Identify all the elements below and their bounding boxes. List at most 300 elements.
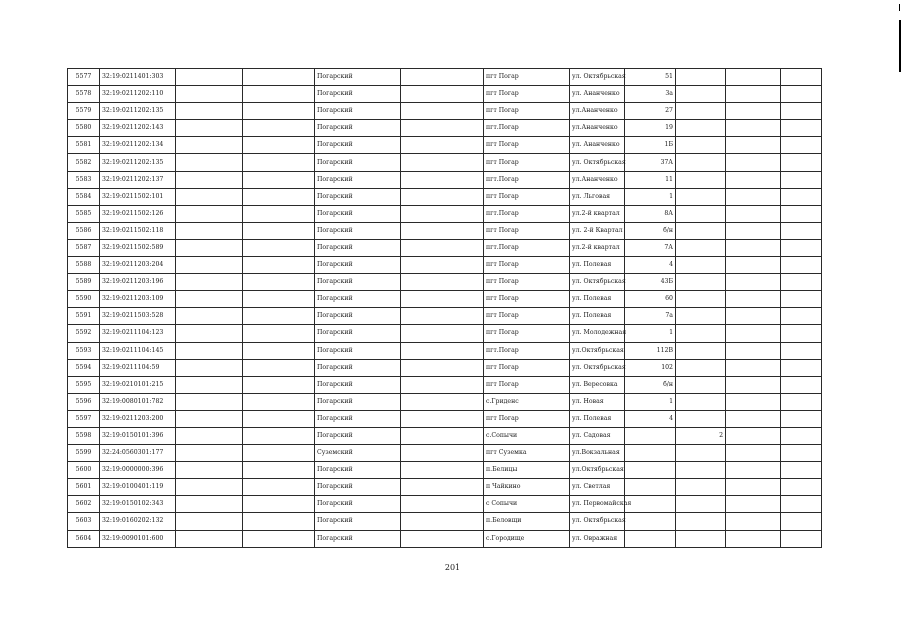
empty-cell <box>726 393 781 410</box>
cadastral-number-cell: 32:19:0211202:135 <box>100 154 176 171</box>
empty-cell <box>243 154 315 171</box>
house-cell: 8А <box>625 205 676 222</box>
district-cell: Погарский <box>315 513 401 530</box>
empty-cell <box>243 427 315 444</box>
empty-cell <box>781 496 822 513</box>
empty-cell <box>243 496 315 513</box>
table-row <box>68 308 822 325</box>
table-row <box>68 205 822 222</box>
district-cell: Погарский <box>315 205 401 222</box>
extra-cell <box>676 222 726 239</box>
row-number-cell: 5603 <box>68 513 100 530</box>
empty-cell <box>781 137 822 154</box>
empty-cell <box>401 137 484 154</box>
table-row <box>68 137 822 154</box>
empty-cell <box>401 393 484 410</box>
empty-cell <box>401 325 484 342</box>
district-cell: Погарский <box>315 103 401 120</box>
extra-cell <box>676 86 726 103</box>
district-cell: Погарский <box>315 342 401 359</box>
empty-cell <box>176 257 243 274</box>
cadastral-number-cell: 32:19:0211203:196 <box>100 274 176 291</box>
street-cell: ул.Октябрьская <box>570 342 625 359</box>
row-number-cell: 5593 <box>68 342 100 359</box>
settlement-cell: с Сопычи <box>484 496 570 513</box>
cadastral-number-cell: 32:19:0160202:132 <box>100 513 176 530</box>
house-cell <box>625 427 676 444</box>
empty-cell <box>176 188 243 205</box>
empty-cell <box>726 376 781 393</box>
empty-cell <box>401 205 484 222</box>
extra-cell <box>676 496 726 513</box>
row-number-cell: 5592 <box>68 325 100 342</box>
empty-cell <box>176 410 243 427</box>
cadastral-number-cell: 32:19:0080101:782 <box>100 393 176 410</box>
table-row <box>68 513 822 530</box>
empty-cell <box>243 530 315 547</box>
settlement-cell: пгт Погар <box>484 222 570 239</box>
empty-cell <box>781 325 822 342</box>
empty-cell <box>243 86 315 103</box>
empty-cell <box>781 462 822 479</box>
district-cell: Погарский <box>315 308 401 325</box>
cadastral-number-cell: 32:19:0211202:135 <box>100 103 176 120</box>
empty-cell <box>401 222 484 239</box>
empty-cell <box>401 359 484 376</box>
district-cell: Погарский <box>315 188 401 205</box>
empty-cell <box>781 120 822 137</box>
empty-cell <box>781 513 822 530</box>
empty-cell <box>401 427 484 444</box>
street-cell: ул. Октябрьская <box>570 154 625 171</box>
empty-cell <box>243 479 315 496</box>
house-cell: 1 <box>625 393 676 410</box>
empty-cell <box>243 120 315 137</box>
extra-cell <box>676 274 726 291</box>
extra-cell <box>676 103 726 120</box>
empty-cell <box>176 154 243 171</box>
row-number-cell: 5604 <box>68 530 100 547</box>
empty-cell <box>401 308 484 325</box>
district-cell: Погарский <box>315 274 401 291</box>
table-body <box>68 69 822 548</box>
house-cell: 7а <box>625 308 676 325</box>
table-row <box>68 257 822 274</box>
cadastral-number-cell: 32:19:0211202:143 <box>100 120 176 137</box>
street-cell: ул.Ананченко <box>570 120 625 137</box>
empty-cell <box>176 308 243 325</box>
row-number-cell: 5595 <box>68 376 100 393</box>
settlement-cell: пгт Погар <box>484 103 570 120</box>
cadastral-number-cell: 32:19:0211203:204 <box>100 257 176 274</box>
empty-cell <box>176 137 243 154</box>
empty-cell <box>176 445 243 462</box>
district-cell: Погарский <box>315 325 401 342</box>
table-row <box>68 274 822 291</box>
empty-cell <box>243 342 315 359</box>
row-number-cell: 5602 <box>68 496 100 513</box>
district-cell: Погарский <box>315 120 401 137</box>
table-row <box>68 445 822 462</box>
district-cell: Погарский <box>315 496 401 513</box>
empty-cell <box>401 513 484 530</box>
street-cell: ул. Льговая <box>570 188 625 205</box>
street-cell: ул. Вересовка <box>570 376 625 393</box>
house-cell: 37А <box>625 154 676 171</box>
settlement-cell: с.Гриденс <box>484 393 570 410</box>
empty-cell <box>781 69 822 86</box>
empty-cell <box>243 188 315 205</box>
empty-cell <box>781 445 822 462</box>
empty-cell <box>176 393 243 410</box>
district-cell: Погарский <box>315 410 401 427</box>
extra-cell <box>676 257 726 274</box>
table-row <box>68 120 822 137</box>
cadastral-number-cell: 32:19:0211502:126 <box>100 205 176 222</box>
row-number-cell: 5601 <box>68 479 100 496</box>
table-row <box>68 462 822 479</box>
district-cell: Погарский <box>315 69 401 86</box>
empty-cell <box>243 137 315 154</box>
empty-cell <box>781 257 822 274</box>
empty-cell <box>726 325 781 342</box>
settlement-cell: пгт Погар <box>484 376 570 393</box>
table-row <box>68 325 822 342</box>
cadastral-number-cell: 32:19:0211502:589 <box>100 239 176 256</box>
empty-cell <box>781 410 822 427</box>
empty-cell <box>401 376 484 393</box>
house-cell: 1Б <box>625 137 676 154</box>
settlement-cell: пгт Погар <box>484 291 570 308</box>
house-cell: 3а <box>625 86 676 103</box>
settlement-cell: пгт Погар <box>484 257 570 274</box>
extra-cell <box>676 120 726 137</box>
extra-cell <box>676 530 726 547</box>
table-row <box>68 291 822 308</box>
scan-edge-mark <box>899 4 900 11</box>
extra-cell <box>676 359 726 376</box>
empty-cell <box>781 342 822 359</box>
extra-cell: 2 <box>676 427 726 444</box>
table-row <box>68 188 822 205</box>
extra-cell <box>676 171 726 188</box>
empty-cell <box>243 308 315 325</box>
empty-cell <box>243 274 315 291</box>
empty-cell <box>726 513 781 530</box>
settlement-cell: пгт Погар <box>484 137 570 154</box>
empty-cell <box>401 445 484 462</box>
empty-cell <box>243 359 315 376</box>
table-row <box>68 376 822 393</box>
district-cell: Погарский <box>315 239 401 256</box>
empty-cell <box>176 69 243 86</box>
row-number-cell: 5599 <box>68 445 100 462</box>
extra-cell <box>676 154 726 171</box>
extra-cell <box>676 239 726 256</box>
empty-cell <box>243 513 315 530</box>
empty-cell <box>176 462 243 479</box>
settlement-cell: пгт.Погар <box>484 342 570 359</box>
settlement-cell: пгт.Погар <box>484 239 570 256</box>
settlement-cell: с.Сопычи <box>484 427 570 444</box>
empty-cell <box>243 69 315 86</box>
house-cell: 102 <box>625 359 676 376</box>
cadastral-number-cell: 32:19:0000000:396 <box>100 462 176 479</box>
empty-cell <box>726 445 781 462</box>
empty-cell <box>401 462 484 479</box>
empty-cell <box>726 239 781 256</box>
empty-cell <box>243 462 315 479</box>
empty-cell <box>401 274 484 291</box>
district-cell: Погарский <box>315 462 401 479</box>
house-cell: 27 <box>625 103 676 120</box>
table-row <box>68 342 822 359</box>
empty-cell <box>726 410 781 427</box>
table-row <box>68 222 822 239</box>
empty-cell <box>176 291 243 308</box>
street-cell: ул.Вокзальная <box>570 445 625 462</box>
empty-cell <box>176 205 243 222</box>
empty-cell <box>176 342 243 359</box>
house-cell: 11 <box>625 171 676 188</box>
empty-cell <box>243 239 315 256</box>
table-row <box>68 69 822 86</box>
row-number-cell: 5590 <box>68 291 100 308</box>
row-number-cell: 5581 <box>68 137 100 154</box>
empty-cell <box>726 479 781 496</box>
empty-cell <box>401 86 484 103</box>
empty-cell <box>176 376 243 393</box>
house-cell: 4 <box>625 257 676 274</box>
district-cell: Погарский <box>315 86 401 103</box>
house-cell: 1 <box>625 325 676 342</box>
cadastral-number-cell: 32:19:0211503:528 <box>100 308 176 325</box>
settlement-cell: пгт Погар <box>484 69 570 86</box>
extra-cell <box>676 69 726 86</box>
empty-cell <box>176 222 243 239</box>
row-number-cell: 5589 <box>68 274 100 291</box>
row-number-cell: 5587 <box>68 239 100 256</box>
street-cell: ул. Полевая <box>570 308 625 325</box>
extra-cell <box>676 376 726 393</box>
settlement-cell: пгт Погар <box>484 274 570 291</box>
street-cell: ул.2-й квартал <box>570 205 625 222</box>
settlement-cell: пгт Погар <box>484 188 570 205</box>
settlement-cell: п Чайкино <box>484 479 570 496</box>
settlement-cell: п.Белицы <box>484 462 570 479</box>
table-row <box>68 479 822 496</box>
cadastral-number-cell: 32:19:0211203:109 <box>100 291 176 308</box>
extra-cell <box>676 410 726 427</box>
street-cell: ул. Октябрьская <box>570 359 625 376</box>
settlement-cell: пгт Погар <box>484 154 570 171</box>
empty-cell <box>726 462 781 479</box>
empty-cell <box>781 291 822 308</box>
register-table <box>67 68 822 548</box>
empty-cell <box>726 291 781 308</box>
house-cell: 51 <box>625 69 676 86</box>
street-cell: ул. Октябрьская <box>570 69 625 86</box>
house-cell <box>625 445 676 462</box>
empty-cell <box>781 86 822 103</box>
cadastral-number-cell: 32:19:0211104:59 <box>100 359 176 376</box>
table-row <box>68 154 822 171</box>
empty-cell <box>176 530 243 547</box>
row-number-cell: 5583 <box>68 171 100 188</box>
extra-cell <box>676 308 726 325</box>
cadastral-number-cell: 32:19:0150101:396 <box>100 427 176 444</box>
row-number-cell: 5580 <box>68 120 100 137</box>
house-cell <box>625 530 676 547</box>
empty-cell <box>176 171 243 188</box>
house-cell: 19 <box>625 120 676 137</box>
cadastral-number-cell: 32:19:0090101:600 <box>100 530 176 547</box>
district-cell: Суземский <box>315 445 401 462</box>
district-cell: Погарский <box>315 257 401 274</box>
empty-cell <box>726 154 781 171</box>
empty-cell <box>781 427 822 444</box>
street-cell: ул. Первомайская <box>570 496 625 513</box>
district-cell: Погарский <box>315 137 401 154</box>
district-cell: Погарский <box>315 479 401 496</box>
cadastral-number-cell: 32:19:0211202:134 <box>100 137 176 154</box>
empty-cell <box>401 239 484 256</box>
empty-cell <box>176 103 243 120</box>
cadastral-number-cell: 32:19:0211401:303 <box>100 69 176 86</box>
street-cell: ул. Молодежная <box>570 325 625 342</box>
settlement-cell: пгт Погар <box>484 325 570 342</box>
row-number-cell: 5598 <box>68 427 100 444</box>
scan-edge-bar <box>899 20 901 72</box>
empty-cell <box>726 427 781 444</box>
street-cell: ул. Октябрьская <box>570 513 625 530</box>
row-number-cell: 5578 <box>68 86 100 103</box>
empty-cell <box>176 496 243 513</box>
empty-cell <box>401 530 484 547</box>
empty-cell <box>176 120 243 137</box>
cadastral-number-cell: 32:24:0560301:177 <box>100 445 176 462</box>
empty-cell <box>243 393 315 410</box>
empty-cell <box>781 171 822 188</box>
settlement-cell: пгт Суземка <box>484 445 570 462</box>
table-row <box>68 530 822 547</box>
empty-cell <box>781 530 822 547</box>
settlement-cell: пгт.Погар <box>484 205 570 222</box>
empty-cell <box>726 205 781 222</box>
empty-cell <box>401 410 484 427</box>
row-number-cell: 5597 <box>68 410 100 427</box>
empty-cell <box>781 188 822 205</box>
cadastral-number-cell: 32:19:0100401:119 <box>100 479 176 496</box>
empty-cell <box>401 171 484 188</box>
empty-cell <box>781 393 822 410</box>
empty-cell <box>243 325 315 342</box>
house-cell: б/н <box>625 376 676 393</box>
cadastral-number-cell: 32:19:0210101:215 <box>100 376 176 393</box>
house-cell <box>625 462 676 479</box>
empty-cell <box>726 120 781 137</box>
empty-cell <box>781 222 822 239</box>
extra-cell <box>676 137 726 154</box>
street-cell: ул. Полевая <box>570 410 625 427</box>
cadastral-number-cell: 32:19:0150102:343 <box>100 496 176 513</box>
empty-cell <box>726 69 781 86</box>
row-number-cell: 5579 <box>68 103 100 120</box>
street-cell: ул. 2-й Квартал <box>570 222 625 239</box>
cadastral-number-cell: 32:19:0211202:137 <box>100 171 176 188</box>
empty-cell <box>401 188 484 205</box>
settlement-cell: пгт Погар <box>484 410 570 427</box>
extra-cell <box>676 513 726 530</box>
house-cell: 4 <box>625 410 676 427</box>
extra-cell <box>676 291 726 308</box>
settlement-cell: пгт Погар <box>484 359 570 376</box>
empty-cell <box>781 239 822 256</box>
page-number: 201 <box>444 563 461 572</box>
table-row <box>68 359 822 376</box>
house-cell: 7А <box>625 239 676 256</box>
empty-cell <box>243 222 315 239</box>
empty-cell <box>781 359 822 376</box>
row-number-cell: 5600 <box>68 462 100 479</box>
empty-cell <box>176 239 243 256</box>
empty-cell <box>726 103 781 120</box>
empty-cell <box>726 86 781 103</box>
empty-cell <box>401 496 484 513</box>
street-cell: ул. Садовая <box>570 427 625 444</box>
street-cell: ул. Полевая <box>570 257 625 274</box>
street-cell: ул.Ананченко <box>570 171 625 188</box>
table-row <box>68 239 822 256</box>
settlement-cell: пгт Погар <box>484 86 570 103</box>
empty-cell <box>401 479 484 496</box>
settlement-cell: пгт.Погар <box>484 171 570 188</box>
district-cell: Погарский <box>315 376 401 393</box>
empty-cell <box>726 308 781 325</box>
empty-cell <box>176 325 243 342</box>
empty-cell <box>726 342 781 359</box>
street-cell: ул.2-й квартал <box>570 239 625 256</box>
street-cell: ул. Октябрьская <box>570 274 625 291</box>
empty-cell <box>176 274 243 291</box>
row-number-cell: 5588 <box>68 257 100 274</box>
empty-cell <box>176 86 243 103</box>
empty-cell <box>726 257 781 274</box>
house-cell: 1 <box>625 188 676 205</box>
street-cell: ул.Ананченко <box>570 103 625 120</box>
empty-cell <box>781 376 822 393</box>
extra-cell <box>676 462 726 479</box>
empty-cell <box>726 359 781 376</box>
house-cell: 112В <box>625 342 676 359</box>
empty-cell <box>401 69 484 86</box>
row-number-cell: 5594 <box>68 359 100 376</box>
street-cell: ул. Овражная <box>570 530 625 547</box>
house-cell: 43Б <box>625 274 676 291</box>
house-cell: 60 <box>625 291 676 308</box>
empty-cell <box>781 308 822 325</box>
table-row <box>68 86 822 103</box>
street-cell: ул. Ананченко <box>570 86 625 103</box>
cadastral-number-cell: 32:19:0211502:118 <box>100 222 176 239</box>
cadastral-number-cell: 32:19:0211104:123 <box>100 325 176 342</box>
house-cell <box>625 479 676 496</box>
empty-cell <box>401 120 484 137</box>
district-cell: Погарский <box>315 427 401 444</box>
street-cell: ул. Светлая <box>570 479 625 496</box>
empty-cell <box>401 103 484 120</box>
empty-cell <box>243 376 315 393</box>
